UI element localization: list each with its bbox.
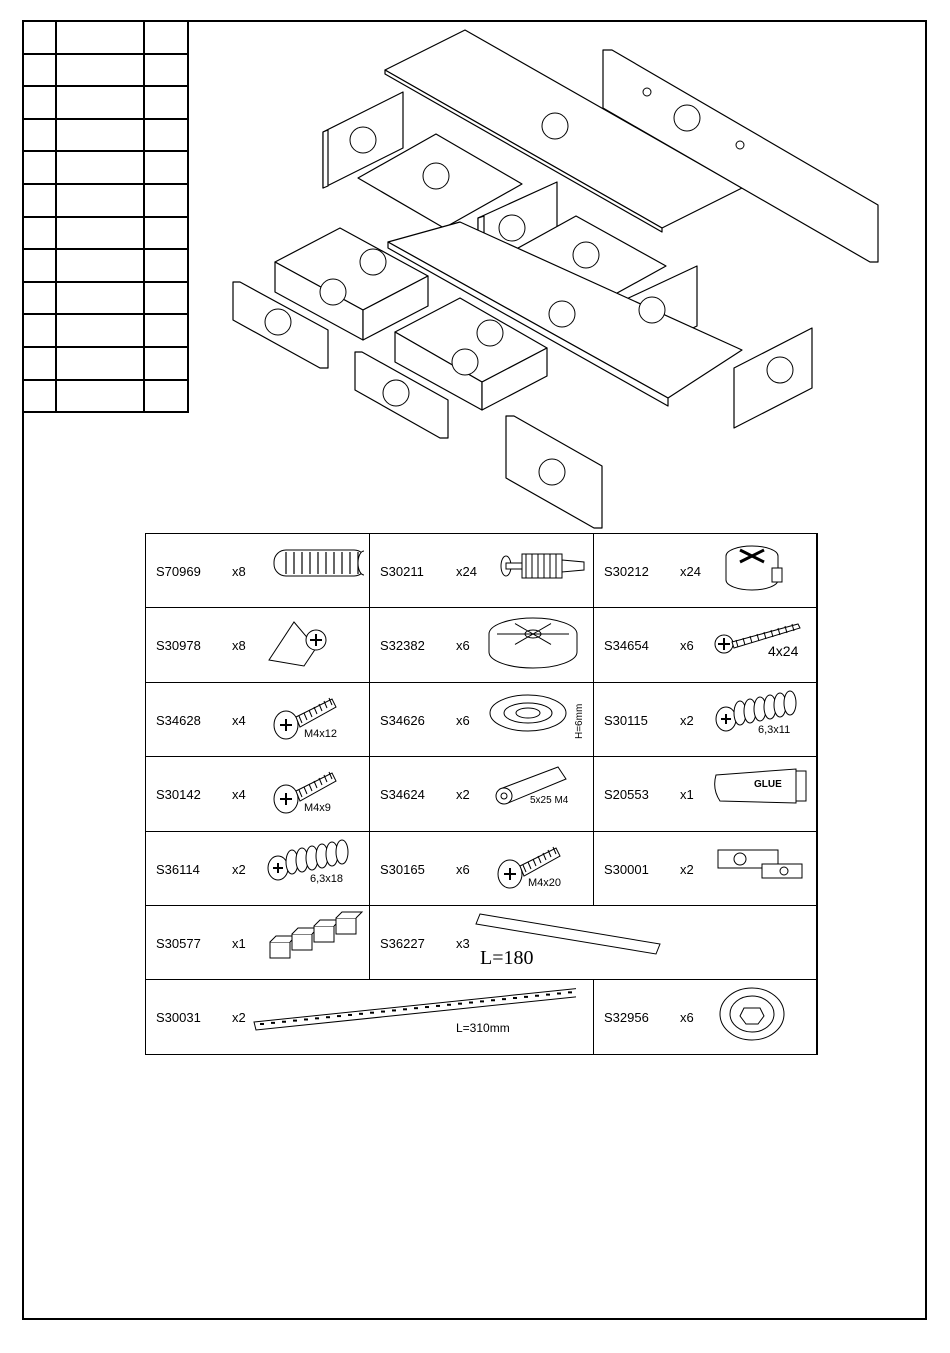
part-quantity: x1 [232,936,246,951]
felt-pad-icon [488,685,588,755]
part-code: S30115 [604,712,648,728]
plastic-wedges-icon [264,908,364,978]
euro-screw-icon [264,834,364,904]
part-code: S32956 [604,1010,649,1026]
part-code: S34626 [380,712,425,728]
cam-lock-icon [712,536,812,606]
svg-text:M4x9: M4x9 [304,802,331,815]
part-quantity: x24 [680,564,701,579]
exploded-view-diagram [0,0,950,540]
wooden-dowel-icon [264,536,364,606]
part-quantity: x2 [680,861,694,877]
svg-text:4x24: 4x24 [768,643,799,660]
part-code: S34654 [604,638,649,654]
drawer-runner-icon [246,982,576,1052]
machine-screw-icon [488,834,588,904]
screw-cover-cap-icon [712,982,812,1052]
handle-bar-icon [470,908,800,978]
part-quantity: x2 [232,861,246,877]
euro-screw-icon [712,685,812,755]
svg-text:M4x20: M4x20 [528,876,562,889]
part-quantity: x3 [456,936,470,951]
hardware-item [146,906,370,980]
svg-text:6,3x11: 6,3x11 [758,723,791,736]
hardware-item [146,832,370,906]
part-quantity: x6 [680,638,694,654]
wood-screw-icon [712,610,812,680]
part-quantity: x8 [232,564,246,579]
part-code: S32382 [380,638,425,654]
part-code: S30212 [604,564,649,579]
part-code: S30031 [156,1010,201,1026]
cam-bolt-icon [488,536,588,606]
part-code: S30142 [156,787,201,803]
left-side-panel-edge [323,130,328,188]
hardware-item [594,534,817,608]
svg-text:L=310mm: L=310mm [456,1021,510,1036]
hardware-item [146,980,594,1054]
hardware-item [146,757,370,831]
part-code: S30001 [604,861,649,877]
part-quantity: x24 [456,564,477,579]
hardware-item [594,757,817,831]
part-quantity: x6 [456,861,470,877]
svg-text:GLUE: GLUE [754,779,782,791]
hardware-item [594,832,817,906]
machine-screw-icon [264,685,364,755]
part-code: S30577 [156,936,201,951]
part-code: S34628 [156,712,201,728]
hardware-item [146,683,370,757]
hardware-item [370,608,594,682]
hardware-item [370,832,594,906]
part-code: S20553 [604,787,649,803]
hardware-item [594,683,817,757]
part-code: S30165 [380,861,425,877]
svg-text:M4x12: M4x12 [304,727,338,740]
part-quantity: x2 [456,787,470,803]
threaded-insert-icon [488,759,588,829]
part-quantity: x6 [456,638,470,654]
part-quantity: x6 [680,1010,694,1026]
corner-bracket-icon [264,610,364,680]
part-code: S70969 [156,564,201,579]
part-quantity: x8 [232,638,246,654]
hardware-item [370,534,594,608]
part-quantity: x4 [232,712,246,728]
part-code: S36114 [156,861,200,877]
part-quantity: x6 [456,712,470,728]
hinge-icon [712,834,812,904]
glue-tube-icon [712,759,812,829]
svg-text:L=180: L=180 [480,947,534,969]
hardware-item [594,608,817,682]
hardware-item [370,757,594,831]
part-quantity: x4 [232,787,246,803]
part-quantity: x2 [680,712,694,728]
hardware-item [594,980,817,1054]
part-quantity: x2 [232,1010,246,1026]
svg-text:5x25 M4: 5x25 M4 [530,795,569,807]
hardware-item [146,534,370,608]
hardware-item [370,906,817,980]
svg-text:6,3x18: 6,3x18 [310,872,344,885]
machine-screw-icon [264,759,364,829]
part-code: S36227 [380,936,425,951]
part-code: S34624 [380,787,425,803]
hardware-item [146,608,370,682]
hardware-item [370,683,594,757]
hardware-list [145,533,818,1055]
svg-text:H=6mm: H=6mm [574,703,585,739]
furniture-glide-icon [488,610,588,680]
part-quantity: x1 [680,787,694,803]
part-code: S30978 [156,638,201,654]
part-code: S30211 [380,564,424,579]
